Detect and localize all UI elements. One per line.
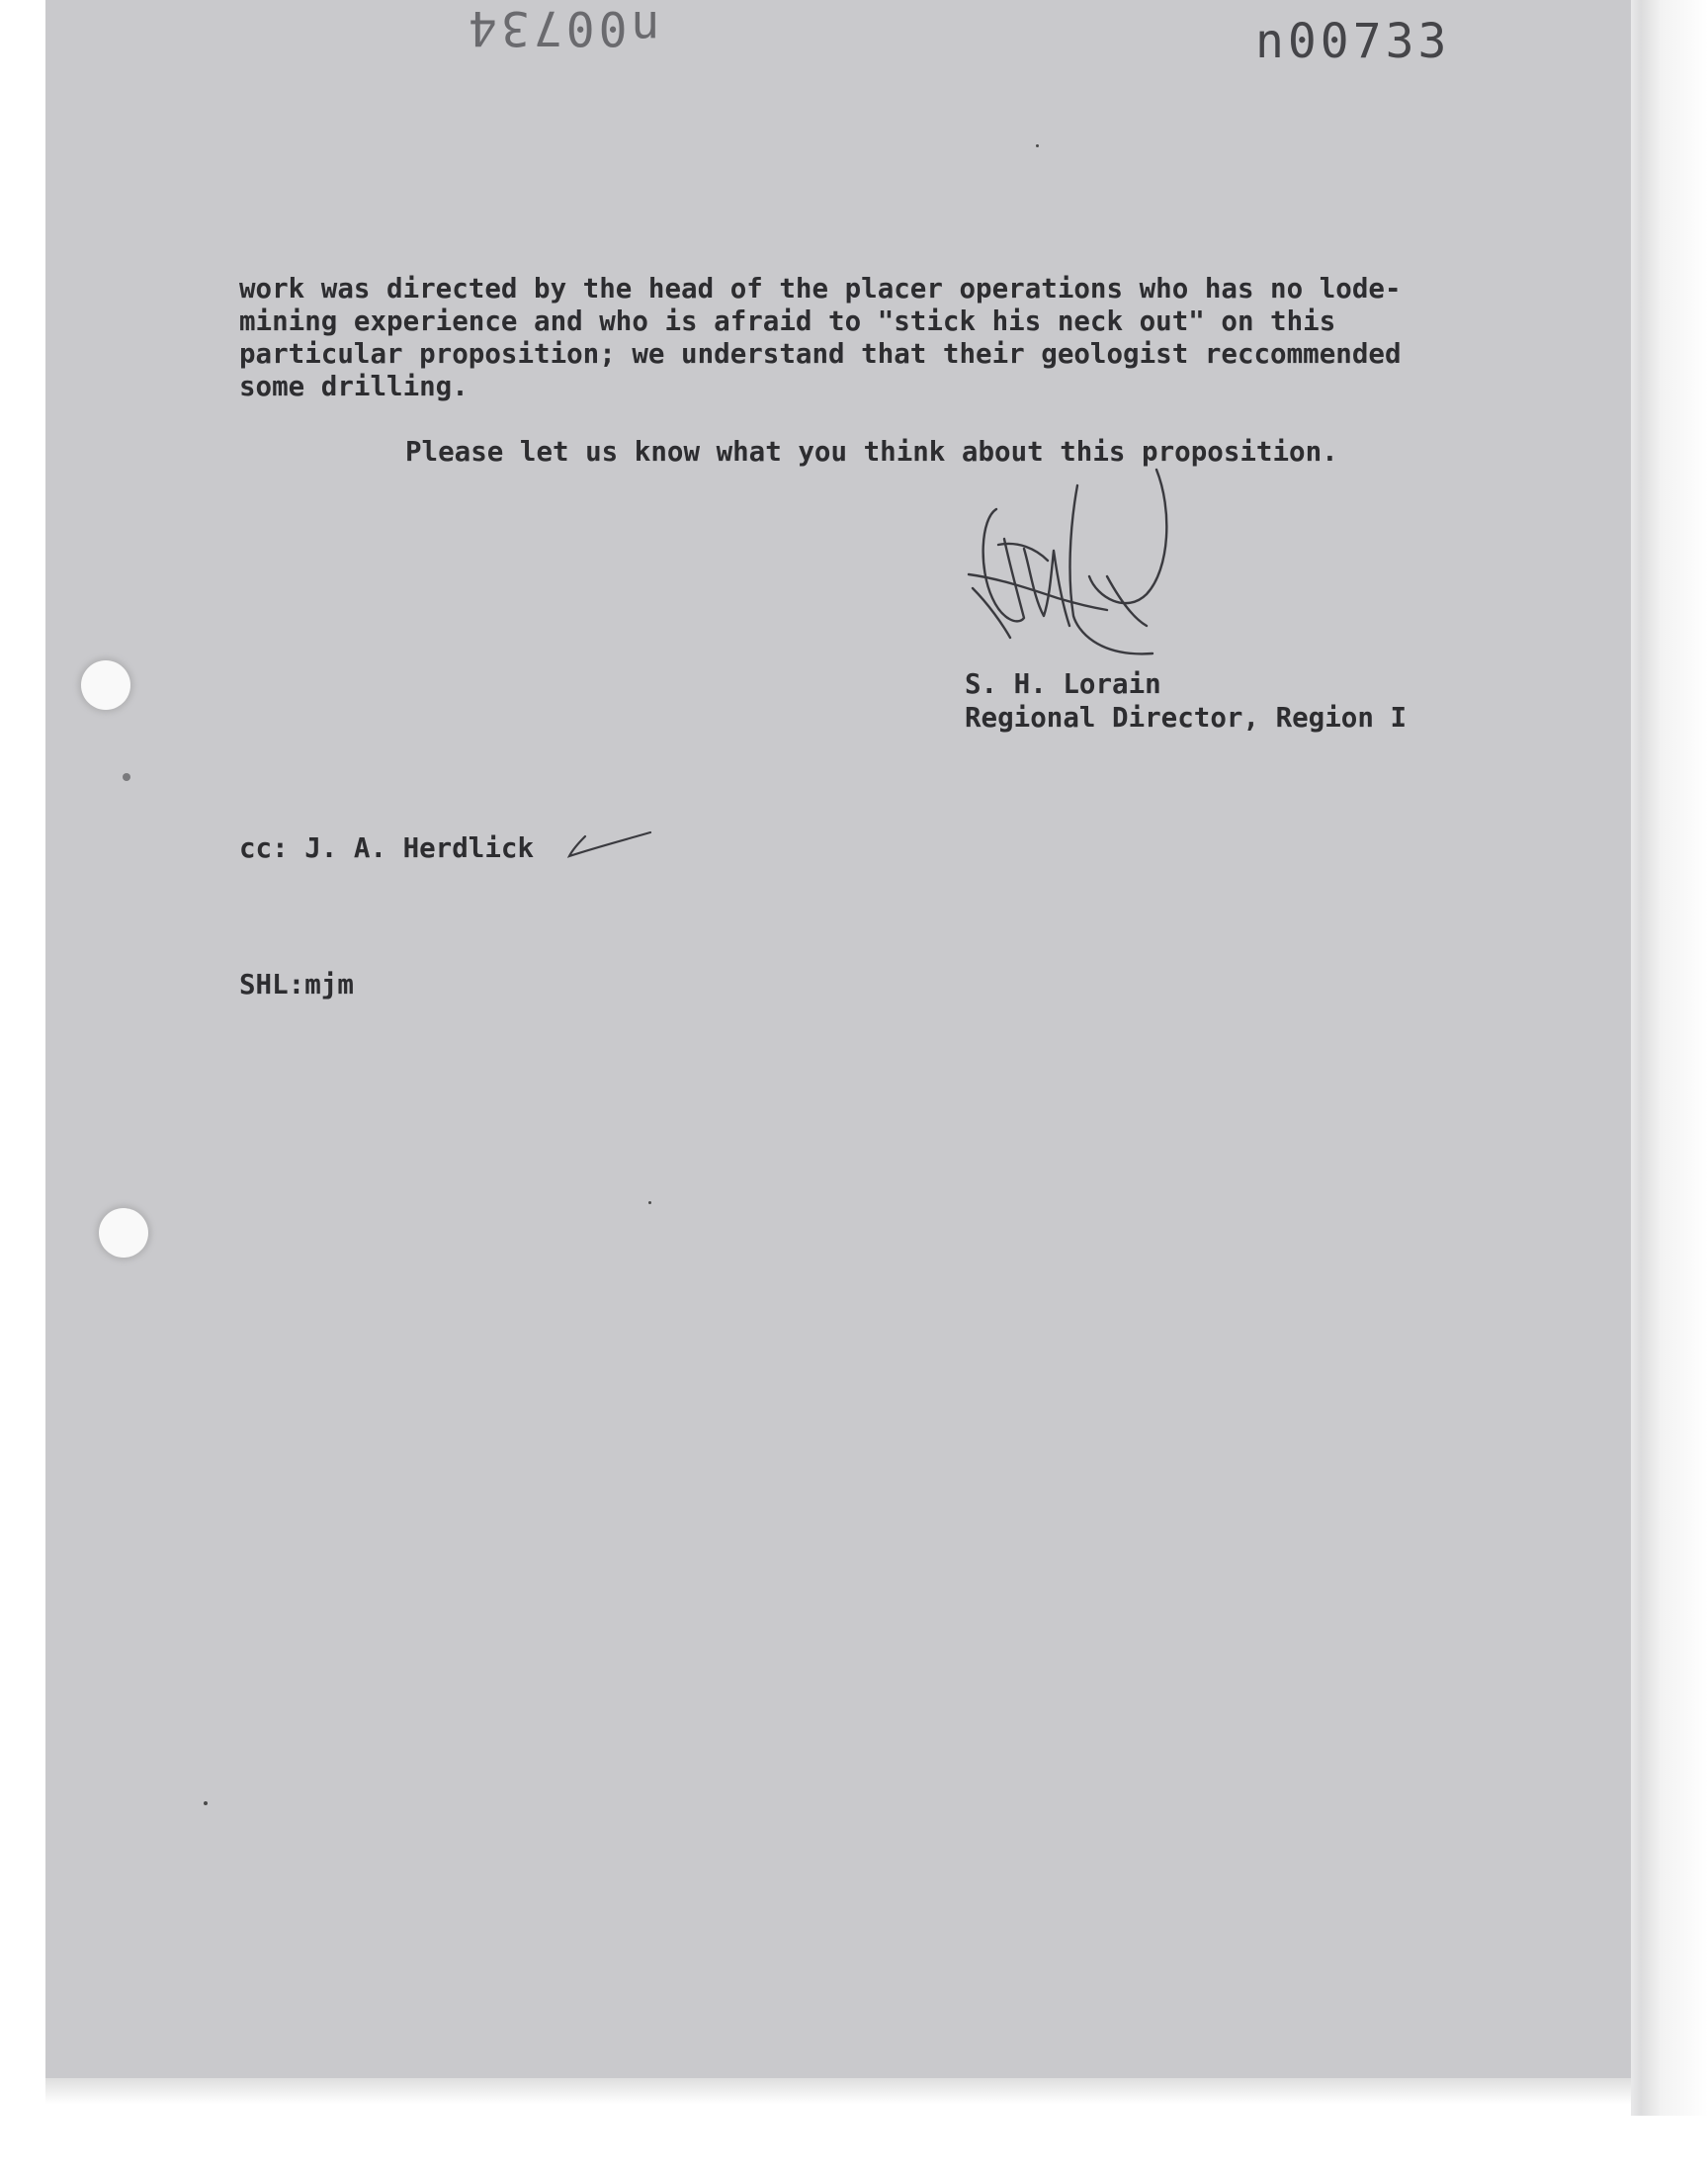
handwritten-signature: [959, 450, 1236, 667]
scan-speck: [648, 1201, 651, 1204]
body-line-3: particular proposition; we understand that their geologist reccommended: [239, 338, 1402, 370]
cc-line: cc: J. A. Herdlick: [239, 832, 535, 864]
signer-name: S. H. Lorain: [965, 668, 1161, 700]
punch-hole-top: [81, 660, 130, 710]
faded-page-stamp: n00734: [465, 0, 660, 55]
scan-bottom-edge: [45, 2078, 1631, 2104]
body-line-4: some drilling.: [239, 371, 469, 402]
check-mark: [563, 828, 662, 868]
scan-speck: [1036, 144, 1039, 147]
closing-request: Please let us know what you think about this proposition.: [405, 436, 1338, 468]
punch-hole-bottom: [99, 1208, 148, 1258]
reference-initials: SHL:mjm: [239, 969, 354, 1000]
signer-title: Regional Director, Region I: [965, 702, 1408, 734]
scan-speck: [204, 1801, 208, 1805]
body-line-1: work was directed by the head of the placer operations who has no lode-: [239, 273, 1402, 304]
scan-edge: [1631, 0, 1708, 2116]
scan-speck: [123, 773, 130, 781]
page-number-stamp: n00733: [1255, 14, 1451, 69]
body-line-2: mining experience and who is afraid to "stick his neck out" on this: [239, 305, 1336, 337]
